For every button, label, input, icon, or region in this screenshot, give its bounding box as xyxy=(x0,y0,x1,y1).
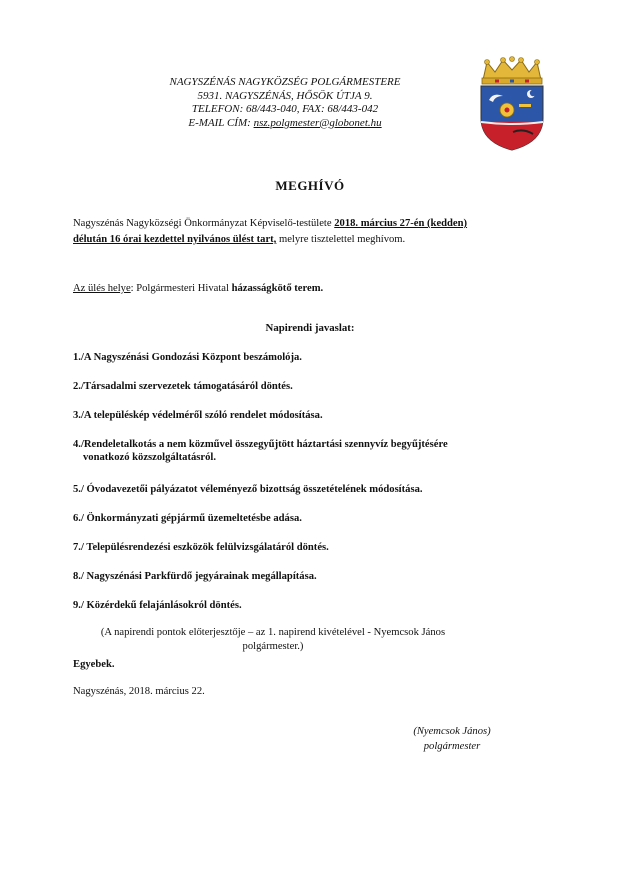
presenter-note-line2: polgármester.) xyxy=(242,641,304,652)
venue-text: : Polgármesteri Hivatal xyxy=(130,283,232,294)
agenda-item: 9./ Közérdekű felajánlásokról döntés. xyxy=(73,600,242,611)
agenda-item: 2./Társadalmi szervezetek támogatásáról döntés. xyxy=(73,381,293,392)
venue-label: Az ülés helye xyxy=(73,283,131,294)
other-item: Egyebek. xyxy=(73,659,115,670)
agenda-item: 6./ Önkormányzati gépjármű üzemeltetésbe adása. xyxy=(73,513,302,524)
agenda-item: 8./ Nagyszénási Parkfürdő jegyárainak megállapítása. xyxy=(73,571,317,582)
meeting-time: délután 16 órai kezdettel nyilvános ülést tart, xyxy=(73,234,277,245)
presenter-note xyxy=(73,626,473,654)
place-date: Nagyszénás, 2018. március 22. xyxy=(73,686,205,697)
page-title: MEGHÍVÓ xyxy=(275,178,345,193)
crown-icon xyxy=(482,57,542,85)
venue-line xyxy=(73,281,553,297)
shield-icon xyxy=(481,86,543,150)
coat-of-arms-icon xyxy=(473,56,551,152)
signatory-role: polgármester xyxy=(423,741,481,752)
email-link[interactable]: nsz.polgmester@globonet.hu xyxy=(253,116,382,129)
email-label: E-MAIL CÍM: xyxy=(188,116,254,129)
agenda-item-continuation: vonatkozó közszolgáltatásról. xyxy=(83,452,217,463)
agenda-item xyxy=(73,438,553,464)
agenda-item: 1./A Nagyszénási Gondozási Központ beszámolója. xyxy=(73,352,302,363)
letterhead-email xyxy=(120,117,450,131)
agenda-item: 7./ Településrendezési eszközök felülvizsgálatáról döntés. xyxy=(73,542,329,553)
venue-room: házasságkötő terem. xyxy=(231,283,324,294)
signatory-name: (Nyemcsok János) xyxy=(413,726,491,737)
letterhead xyxy=(120,76,450,130)
agenda-item: 5./ Óvodavezetői pályázatot véleményező bizottság összetételének módosítása. xyxy=(73,484,423,495)
letterhead-title: NAGYSZÉNÁS NAGYKÖZSÉG POLGÁRMESTERE xyxy=(169,76,401,88)
agenda-heading: Napirendi javaslat: xyxy=(265,322,355,334)
presenter-note-line1: (A napirendi pontok előterjesztője – az 1. napirend kivételével - Nyemcsok János xyxy=(100,627,446,638)
agenda-item: 3./A településkép védelméről szóló rendelet módosítása. xyxy=(73,410,323,421)
intro-closing: melyre tisztelettel meghívom. xyxy=(276,234,406,245)
intro-paragraph xyxy=(73,216,553,248)
letterhead-address: 5931. NAGYSZÉNÁS, HŐSÖK ÚTJA 9. xyxy=(197,89,373,102)
signature-block xyxy=(392,724,512,754)
agenda-item-line: 4./Rendeletalkotás a nem közművel összegyűjtött háztartási szennyvíz begyűjtésére xyxy=(73,439,448,450)
letterhead-phone: TELEFON: 68/443-040, FAX: 68/443-042 xyxy=(191,103,379,115)
meeting-date: 2018. március 27-én (kedden) xyxy=(334,218,468,229)
intro-text: Nagyszénás Nagyközségi Önkormányzat Képviselő-testülete xyxy=(73,218,335,229)
